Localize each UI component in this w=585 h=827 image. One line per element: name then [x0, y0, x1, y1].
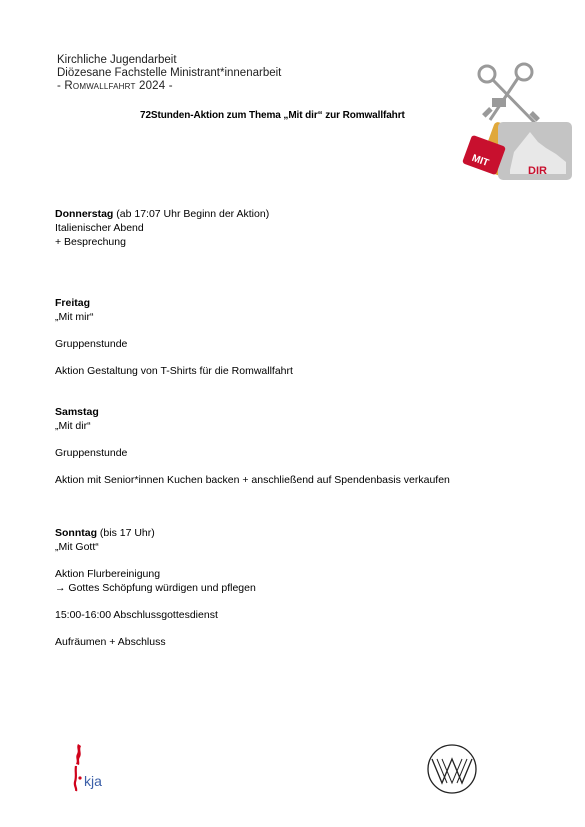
document-title: 72Stunden-Aktion zum Thema „Mit dir“ zur Romwallfahrt [140, 110, 405, 121]
day-donnerstag [55, 207, 525, 249]
day-action: Aktion mit Senior*innen Kuchen backen + anschließend auf Spendenbasis verkaufen [55, 474, 450, 486]
list-item: + Besprechung [55, 236, 126, 248]
day-name: Samstag [55, 406, 99, 418]
day-samstag [55, 405, 525, 487]
day-note: (bis 17 Uhr) [97, 527, 155, 539]
day-name: Sonntag [55, 527, 97, 539]
mw-circle-logo-icon [426, 743, 478, 795]
group-session: Gruppenstunde [55, 338, 128, 350]
header-block [57, 54, 281, 93]
day-motto: „Mit Gott“ [55, 541, 99, 553]
romwallfahrt-logo [462, 62, 578, 190]
tag-word-dir: DIR [528, 165, 547, 177]
closing: Aufräumen + Abschluss [55, 636, 166, 648]
day-action-sub: → Gottes Schöpfung würdigen und pflegen [55, 582, 256, 594]
kja-text: kja [84, 773, 102, 789]
header-line-3: - Romwallfahrt 2024 - [57, 80, 173, 92]
day-name: Donnerstag [55, 208, 114, 220]
service-time: 15:00-16:00 Abschlussgottesdienst [55, 609, 218, 621]
day-sonntag [55, 526, 525, 649]
header-line-2: Diözesane Fachstelle Ministrant*innenarbeit [57, 67, 282, 79]
tag-word-mit: MIT [470, 152, 491, 170]
schedule [55, 207, 525, 649]
day-note: (ab 17:07 Uhr Beginn der Aktion) [113, 208, 270, 220]
day-motto: „Mit dir“ [55, 420, 91, 432]
day-name: Freitag [55, 297, 91, 309]
kja-logo [70, 742, 116, 792]
day-freitag [55, 296, 525, 378]
day-action: Aktion Gestaltung von T-Shirts für die Romwallfahrt [55, 365, 293, 377]
group-session: Gruppenstunde [55, 447, 128, 459]
list-item: Italienischer Abend [55, 222, 144, 234]
header-line-1: Kirchliche Jugendarbeit [57, 54, 177, 66]
day-action: Aktion Flurbereinigung [55, 568, 161, 580]
day-motto: „Mit mir“ [55, 311, 94, 323]
